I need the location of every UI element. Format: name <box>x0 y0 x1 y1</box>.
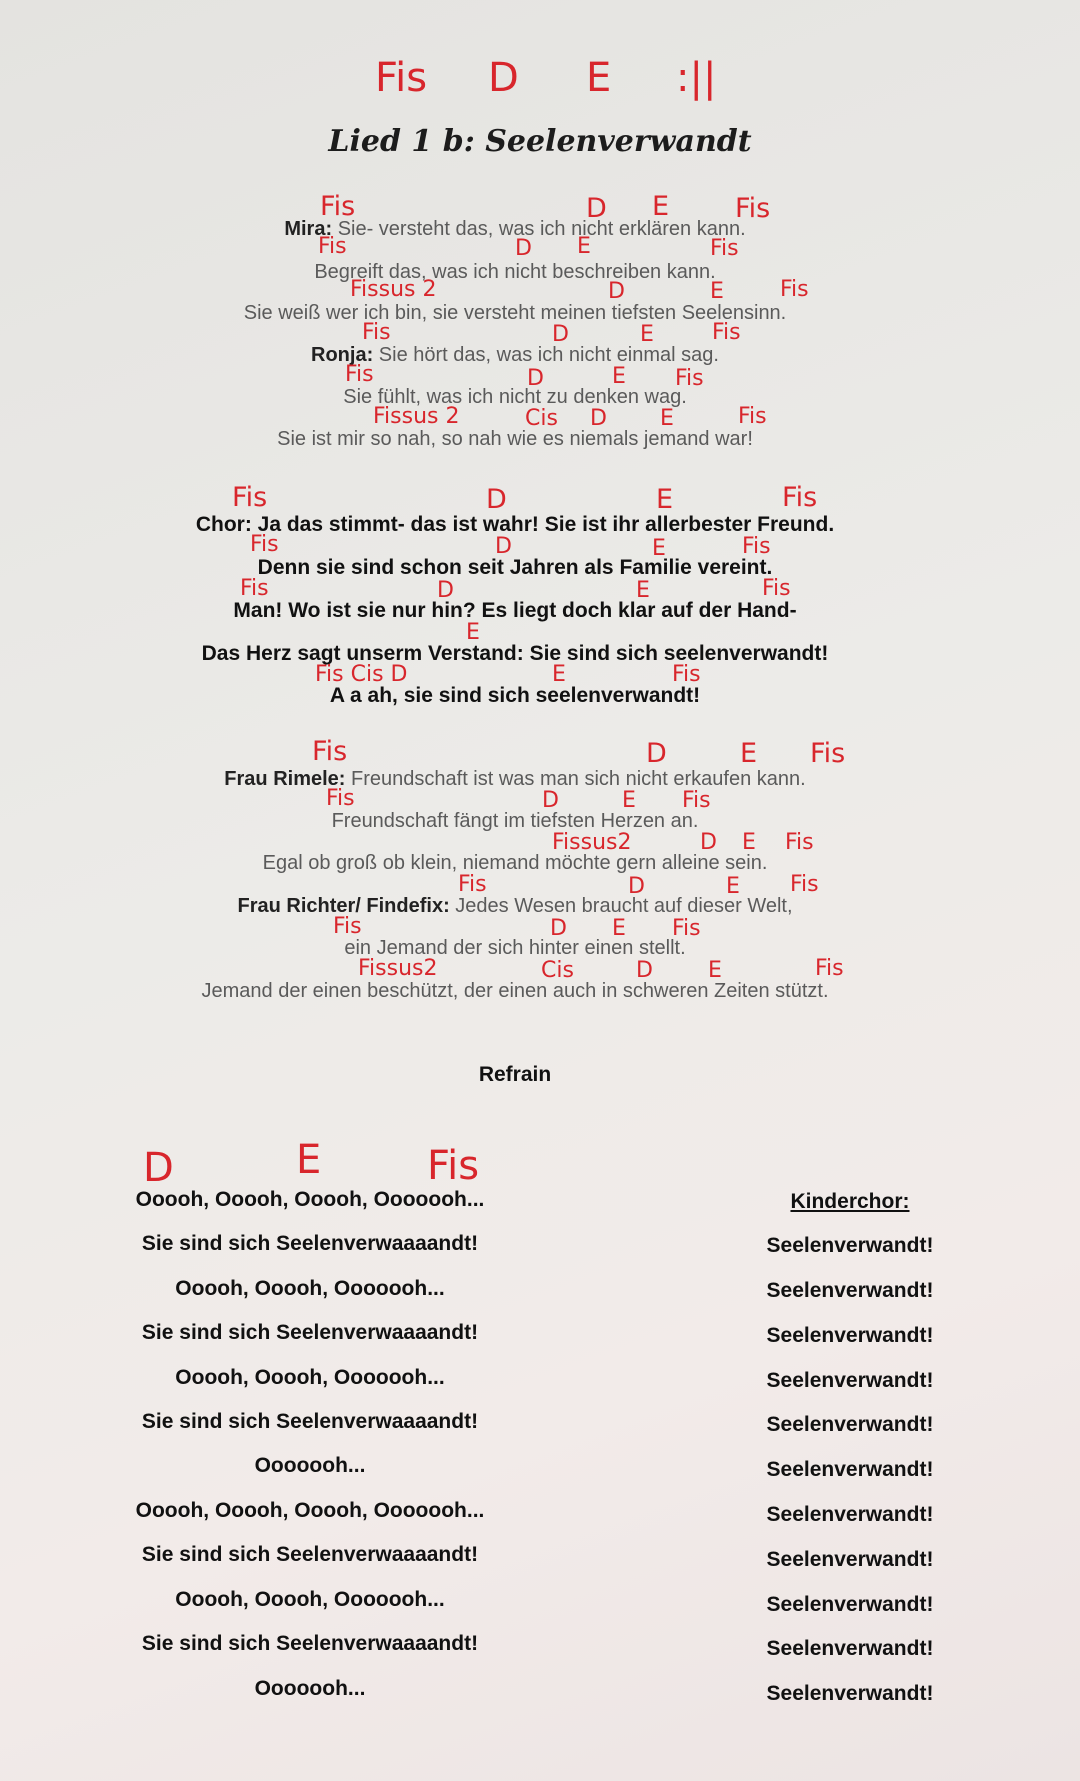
speaker-label: Mira: <box>284 218 333 240</box>
chord: Fis <box>738 404 767 429</box>
chord: E <box>652 536 666 561</box>
kinderchor-line: Seelenverwandt! <box>766 1234 934 1257</box>
chord: Fis <box>320 191 356 222</box>
chord: E <box>640 322 654 347</box>
lyric-text: Freundschaft ist was man sich nicht erkaufen kann. <box>351 768 806 790</box>
chord: E <box>710 279 724 304</box>
chord: D <box>527 366 544 391</box>
verse-line: Sie ist mir so nah, so nah wie es niemals jemand war! <box>277 428 753 450</box>
chord: Fissus2 <box>358 956 438 981</box>
chorus-line: Denn sie sind schon seit Jahren als Familie vereint. <box>257 556 773 579</box>
chord: D <box>646 738 667 769</box>
refrain-line: Ooooh, Ooooh, Ooooooh... <box>175 1277 445 1300</box>
chord: E <box>296 1137 322 1183</box>
lyric-text: Sie hört das, was ich nicht einmal sag. <box>378 344 719 366</box>
refrain-line: Ooooh, Ooooh, Ooooh, Ooooooh... <box>135 1188 485 1211</box>
chord: Fis <box>427 1143 480 1189</box>
verse-line: Jemand der einen beschützt, der einen auch in schweren Zeiten stützt. <box>201 980 829 1002</box>
chord: Fis <box>326 786 355 811</box>
chord: Fis <box>672 662 701 687</box>
verse-line: Begreift das, was ich nicht beschreiben kann. <box>314 261 716 283</box>
header-chord-fis: Fis <box>375 55 428 101</box>
chord: Fis <box>312 736 348 767</box>
refrain-line: Ooooooh... <box>254 1677 366 1700</box>
chord: Fis <box>458 872 487 897</box>
header-chord-e: E <box>586 55 612 101</box>
chord: E <box>466 620 480 645</box>
verse-line: Sie weiß wer ich bin, sie versteht meinen tiefsten Seelensinn. <box>243 302 787 324</box>
chord: Fis <box>815 956 844 981</box>
chord: D <box>495 534 512 559</box>
speaker-label: Frau Rimele: <box>224 768 346 790</box>
chord: D <box>636 958 653 983</box>
chord: E <box>612 364 626 389</box>
chord: Fis <box>785 830 814 855</box>
chord: E <box>552 662 566 687</box>
chord: Fis <box>362 320 391 345</box>
chord: Fis <box>250 532 279 557</box>
lyric-text: Sie- versteht das, was ich nicht erklären kann. <box>337 218 746 240</box>
header-chord-d: D <box>488 55 519 101</box>
chord: Cis <box>525 406 558 431</box>
speaker-label: Frau Richter/ Findefix: <box>237 895 450 917</box>
chord: E <box>740 738 758 769</box>
chorus-line: Das Herz sagt unserm Verstand: Sie sind sich seelenverwandt! <box>201 642 829 665</box>
chord: D <box>608 279 625 304</box>
chord: D <box>437 578 454 603</box>
chord: E <box>652 191 670 222</box>
chord: D <box>550 916 567 941</box>
chord: Fis <box>710 236 739 261</box>
chord: Fis <box>240 576 269 601</box>
chord: Fissus 2 <box>373 404 460 429</box>
chord: E <box>577 234 591 259</box>
chord: Fis <box>232 482 268 513</box>
chord: D <box>586 193 607 224</box>
kinderchor-heading: Kinderchor: <box>790 1190 910 1213</box>
chord: E <box>660 406 674 431</box>
chord: Fis <box>333 914 362 939</box>
refrain-line: Sie sind sich Seelenverwaaaandt! <box>141 1632 479 1655</box>
chord: D <box>542 788 559 813</box>
verse-line <box>0 895 1030 918</box>
verse-line: Freundschaft fängt im tiefsten Herzen an. <box>331 810 699 832</box>
refrain-line: Sie sind sich Seelenverwaaaandt! <box>141 1410 479 1433</box>
chord: Fis <box>742 534 771 559</box>
refrain-line: Ooooh, Ooooh, Ooooh, Ooooooh... <box>135 1499 485 1522</box>
refrain-line: Sie sind sich Seelenverwaaaandt! <box>141 1543 479 1566</box>
chord: Fis <box>780 277 809 302</box>
chord: E <box>612 916 626 941</box>
chord: Fis <box>810 738 846 769</box>
refrain-line: Ooooooh... <box>254 1454 366 1477</box>
repeat-sign: :|| <box>676 55 717 101</box>
kinderchor-line: Seelenverwandt! <box>766 1458 934 1481</box>
chord: D <box>700 830 717 855</box>
kinderchor-line: Seelenverwandt! <box>766 1637 934 1660</box>
chord: E <box>726 874 740 899</box>
chord: Fis <box>672 916 701 941</box>
song-title: Lied 1 b: Seelenverwandt <box>328 124 752 159</box>
lyric-text: Jedes Wesen braucht auf dieser Welt, <box>455 895 793 917</box>
chord: D <box>515 236 532 261</box>
verse-line: Egal ob groß ob klein, niemand möchte gern alleine sein. <box>262 852 768 874</box>
chord: E <box>636 578 650 603</box>
chord: Fis <box>345 362 374 387</box>
chord: Fissus2 <box>552 830 632 855</box>
refrain-line: Sie sind sich Seelenverwaaaandt! <box>141 1321 479 1344</box>
chord: Fis <box>712 320 741 345</box>
chord: Fis <box>735 193 771 224</box>
chord: D <box>486 484 507 515</box>
chord: E <box>742 830 756 855</box>
kinderchor-line: Seelenverwandt! <box>766 1324 934 1347</box>
chord: Fis <box>790 872 819 897</box>
chorus-line: Chor: Ja das stimmt- das ist wahr! Sie ist ihr allerbester Freund. <box>195 513 835 536</box>
chord: D <box>552 322 569 347</box>
kinderchor-line: Seelenverwandt! <box>766 1503 934 1526</box>
kinderchor-line: Seelenverwandt! <box>766 1413 934 1436</box>
chord: Cis <box>541 958 574 983</box>
chord: E <box>656 484 674 515</box>
chord: D <box>143 1145 174 1191</box>
chorus-line: Man! Wo ist sie nur hin? Es liegt doch klar auf der Hand- <box>233 599 797 622</box>
chord: D <box>628 874 645 899</box>
speaker-label: Ronja: <box>311 344 374 366</box>
chord: Fis <box>782 482 818 513</box>
chord: Fis <box>318 234 347 259</box>
verse-line: ein Jemand der sich hinter einen stellt. <box>344 937 686 959</box>
kinderchor-line: Seelenverwandt! <box>766 1279 934 1302</box>
verse-line <box>0 344 1030 367</box>
refrain-line: Sie sind sich Seelenverwaaaandt! <box>141 1232 479 1255</box>
verse-line: Sie fühlt, was ich nicht zu denken wag. <box>343 386 687 408</box>
chord: E <box>708 958 722 983</box>
chord: Fis <box>762 576 791 601</box>
kinderchor-line: Seelenverwandt! <box>766 1369 934 1392</box>
chord: D <box>590 406 607 431</box>
kinderchor-line: Seelenverwandt! <box>766 1593 934 1616</box>
refrain-heading: Refrain <box>478 1063 552 1086</box>
kinderchor-line: Seelenverwandt! <box>766 1548 934 1571</box>
refrain-line: Ooooh, Ooooh, Ooooooh... <box>175 1588 445 1611</box>
refrain-line: Ooooh, Ooooh, Ooooooh... <box>175 1366 445 1389</box>
chord: Fis <box>682 788 711 813</box>
chord: Fis <box>675 366 704 391</box>
kinderchor-line: Seelenverwandt! <box>766 1682 934 1705</box>
chorus-line: A a ah, sie sind sich seelenverwandt! <box>329 684 701 707</box>
verse-line <box>0 768 1030 791</box>
chord: Fissus 2 <box>350 277 437 302</box>
chord: Fis Cis D <box>315 662 408 687</box>
chord: E <box>622 788 636 813</box>
